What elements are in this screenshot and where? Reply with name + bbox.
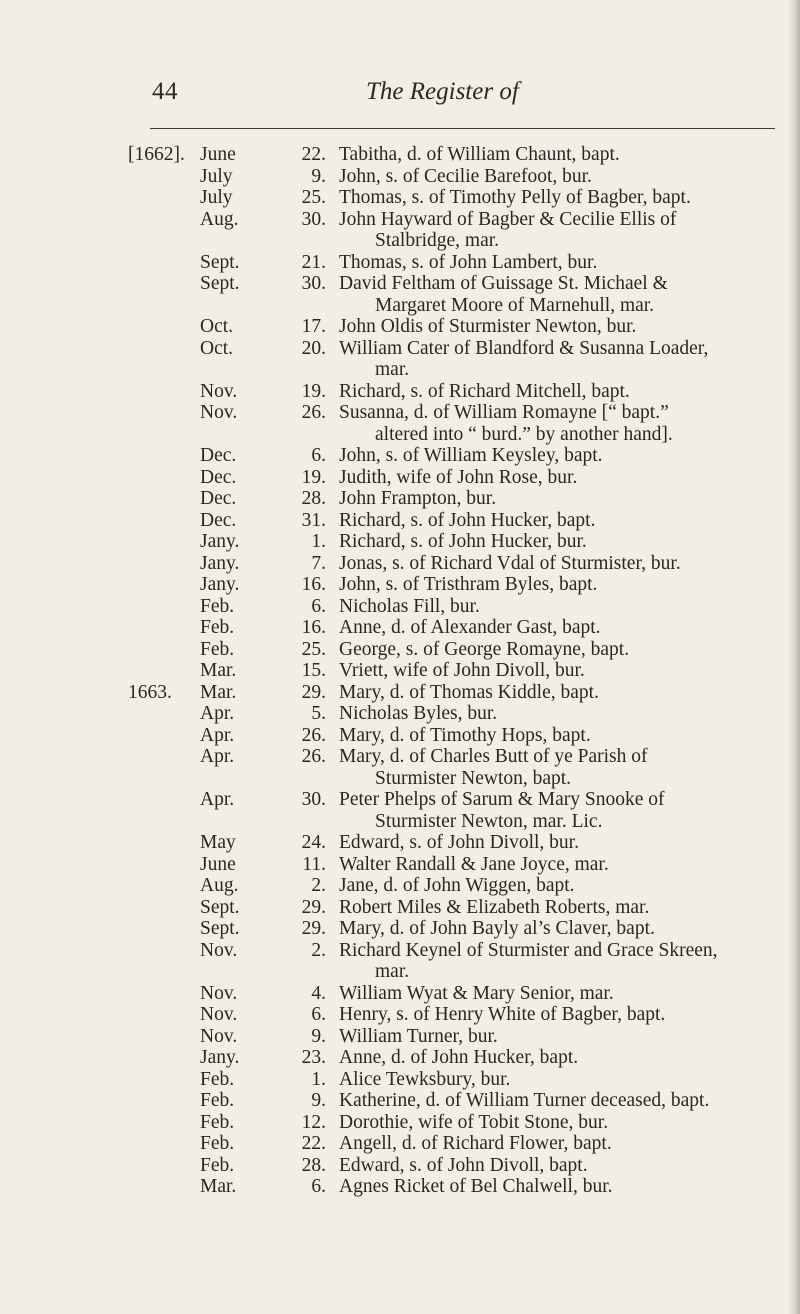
entry-month: Mar. (200, 1176, 237, 1197)
entry-line: Jane, d. of John Wiggen, bapt. (339, 875, 575, 896)
entry-month: Sept. (200, 251, 240, 273)
entry-continuation-line: mar. (375, 961, 410, 982)
entry-text (339, 832, 775, 854)
page-number: 44 (152, 78, 178, 105)
entry-text (339, 273, 775, 316)
entry-text (339, 445, 775, 467)
register-entry (0, 252, 800, 274)
entry-day: 1. (311, 531, 326, 552)
register-entry (0, 402, 800, 445)
register-entry (0, 574, 800, 596)
entry-month: Jany. (200, 1047, 240, 1068)
entry-month: Jany. (200, 531, 240, 552)
register-entry (0, 510, 800, 532)
entry-text (339, 854, 775, 876)
entry-line: Mary, d. of Charles Butt of ye Parish of (339, 746, 648, 767)
entry-day: 30. (301, 273, 326, 294)
entry-month: Nov. (200, 939, 238, 961)
entry-day: 24. (301, 832, 326, 853)
register-entry (0, 639, 800, 661)
entry-day: 22. (301, 1133, 326, 1154)
entry-continuation-line: mar. (375, 359, 410, 380)
entry-month: Mar. (200, 660, 237, 681)
register-entry (0, 1090, 800, 1112)
entry-month: Mar. (200, 681, 237, 703)
entry-text (339, 252, 775, 274)
entry-month: July (200, 187, 233, 208)
entry-day: 17. (301, 316, 326, 337)
entry-month: June (200, 853, 236, 875)
entry-line: Tabitha, d. of William Chaunt, bapt. (339, 144, 620, 165)
entry-text (339, 789, 775, 832)
entry-day: 6. (311, 1004, 326, 1025)
entry-day: 28. (301, 488, 326, 509)
entry-text (339, 1133, 775, 1155)
entry-text (339, 1112, 775, 1134)
entry-day: 29. (301, 681, 326, 703)
entry-month: Feb. (200, 1090, 235, 1111)
entry-month: July (200, 165, 233, 187)
register-entry (0, 940, 800, 983)
entry-day: 28. (301, 1154, 326, 1176)
entry-text (339, 725, 775, 747)
entry-day: 25. (301, 638, 326, 660)
register-entry (0, 854, 800, 876)
register-entry (0, 1176, 800, 1198)
register-entry (0, 617, 800, 639)
entry-text (339, 531, 775, 553)
entry-line: Edward, s. of John Divoll, bapt. (339, 1154, 588, 1176)
register-entry (0, 875, 800, 897)
entry-line: John, s. of Cecilie Barefoot, bur. (339, 165, 592, 187)
entry-day: 25. (301, 187, 326, 208)
register-entry (0, 832, 800, 854)
entry-month: Aug. (200, 875, 239, 896)
register-entry (0, 983, 800, 1005)
entry-day: 20. (301, 337, 326, 359)
entry-text (339, 467, 775, 489)
entry-text (339, 381, 775, 403)
entry-day: 9. (311, 1090, 326, 1111)
entry-month: Dec. (200, 488, 237, 509)
register-entry (0, 166, 800, 188)
register-entry (0, 1069, 800, 1091)
entry-month: Jany. (200, 574, 240, 595)
register-entry (0, 338, 800, 381)
register-entry (0, 553, 800, 575)
entry-day: 6. (311, 445, 326, 466)
entry-text (339, 682, 775, 704)
entry-text (339, 617, 775, 639)
entry-line: Mary, d. of John Bayly al’s Claver, bapt. (339, 918, 655, 939)
entry-text (339, 918, 775, 940)
entry-day: 26. (301, 724, 326, 746)
entry-month: Feb. (200, 1111, 235, 1133)
entry-line: Richard, s. of Richard Mitchell, bapt. (339, 380, 630, 402)
entry-line: David Feltham of Guissage St. Michael & (339, 273, 668, 294)
register-entry (0, 682, 800, 704)
entry-line: Nicholas Fill, bur. (339, 595, 480, 617)
entry-day: 22. (301, 144, 326, 165)
entry-month: Oct. (200, 337, 234, 359)
entry-month: Apr. (200, 746, 235, 767)
register-entry (0, 703, 800, 725)
entry-line: Angell, d. of Richard Flower, bapt. (339, 1133, 612, 1154)
register-entry (0, 488, 800, 510)
entry-line: Anne, d. of John Hucker, bapt. (339, 1047, 579, 1068)
entry-month: Sept. (200, 273, 240, 294)
entry-month: Feb. (200, 595, 235, 617)
entry-line: George, s. of George Romayne, bapt. (339, 638, 630, 660)
entry-text (339, 166, 775, 188)
entry-line: Walter Randall & Jane Joyce, mar. (339, 853, 609, 875)
entry-text (339, 596, 775, 618)
entry-month: Nov. (200, 380, 238, 402)
entry-text (339, 983, 775, 1005)
entry-line: Thomas, s. of Timothy Pelly of Bagber, bapt. (339, 187, 691, 208)
entry-text (339, 209, 775, 252)
entry-day: 6. (311, 595, 326, 617)
entry-month: May (200, 832, 236, 853)
entry-day: 30. (301, 789, 326, 810)
entry-day: 26. (301, 746, 326, 767)
entry-year: 1663. (128, 681, 172, 703)
entry-line: Judith, wife of John Rose, bur. (339, 466, 578, 488)
entry-text (339, 639, 775, 661)
entry-line: Alice Tewksbury, bur. (339, 1068, 511, 1090)
register-entries (0, 144, 800, 1198)
entry-text (339, 940, 775, 983)
entry-text (339, 144, 775, 166)
entry-text (339, 574, 775, 596)
entry-text (339, 875, 775, 897)
entry-line: Agnes Ricket of Bel Chalwell, bur. (339, 1176, 613, 1197)
entry-day: 30. (301, 208, 326, 230)
entry-continuation-line: Margaret Moore of Marnehull, mar. (375, 294, 655, 316)
entry-line: Peter Phelps of Sarum & Mary Snooke of (339, 789, 665, 810)
entry-day: 19. (301, 380, 326, 402)
entry-line: John, s. of Tristhram Byles, bapt. (339, 574, 598, 595)
register-entry (0, 273, 800, 316)
entry-day: 31. (301, 509, 326, 531)
register-entry (0, 1026, 800, 1048)
entry-continuation-line: Sturmister Newton, mar. Lic. (375, 810, 603, 832)
entry-line: Jonas, s. of Richard Vdal of Sturmister, bur. (339, 552, 681, 574)
register-entry (0, 746, 800, 789)
entry-line: William Wyat & Mary Senior, mar. (339, 982, 614, 1004)
entry-day: 29. (301, 918, 326, 939)
register-entry (0, 596, 800, 618)
entry-month: Nov. (200, 402, 238, 423)
register-entry (0, 1155, 800, 1177)
register-entry (0, 531, 800, 553)
entry-year: [1662]. (128, 144, 185, 165)
entry-text (339, 897, 775, 919)
entry-day: 2. (311, 939, 326, 961)
entry-day: 16. (301, 574, 326, 595)
entry-month: Feb. (200, 1133, 235, 1154)
entry-text (339, 488, 775, 510)
entry-day: 26. (301, 402, 326, 423)
entry-month: Jany. (200, 552, 240, 574)
entry-line: Richard, s. of John Hucker, bapt. (339, 509, 596, 531)
entry-text (339, 338, 775, 381)
page-header (0, 78, 800, 118)
entry-continuation-line: altered into “ burd.” by another hand]. (375, 423, 673, 445)
entry-continuation-line: Stalbridge, mar. (375, 230, 500, 251)
register-entry (0, 187, 800, 209)
entry-line: Anne, d. of Alexander Gast, bapt. (339, 617, 601, 638)
register-entry (0, 660, 800, 682)
entry-line: Henry, s. of Henry White of Bagber, bapt. (339, 1004, 666, 1025)
entry-line: John Frampton, bur. (339, 488, 497, 509)
entry-month: Feb. (200, 1068, 235, 1090)
entry-text (339, 187, 775, 209)
entry-line: Robert Miles & Elizabeth Roberts, mar. (339, 896, 650, 918)
entry-text (339, 510, 775, 532)
entry-text (339, 1004, 775, 1026)
entry-text (339, 703, 775, 725)
entry-text (339, 1090, 775, 1112)
entry-day: 7. (311, 552, 326, 574)
entry-text (339, 1026, 775, 1048)
register-entry (0, 897, 800, 919)
entry-day: 11. (302, 853, 326, 875)
entry-line: Susanna, d. of William Romayne [“ bapt.” (339, 402, 669, 423)
register-entry (0, 1112, 800, 1134)
entry-text (339, 316, 775, 338)
register-entry (0, 918, 800, 940)
entry-month: Feb. (200, 638, 235, 660)
register-entry (0, 209, 800, 252)
register-entry (0, 467, 800, 489)
entry-month: Apr. (200, 789, 235, 810)
register-entry (0, 725, 800, 747)
register-entry (0, 1133, 800, 1155)
entry-line: John Oldis of Sturmister Newton, bur. (339, 316, 637, 337)
entry-text (339, 553, 775, 575)
entry-month: Apr. (200, 703, 235, 724)
entry-day: 16. (301, 617, 326, 638)
entry-day: 4. (311, 982, 326, 1004)
entry-line: William Turner, bur. (339, 1025, 498, 1047)
register-entry (0, 1047, 800, 1069)
entry-month: Dec. (200, 445, 237, 466)
entry-day: 15. (301, 660, 326, 681)
entry-day: 9. (311, 1025, 326, 1047)
entry-line: Richard Keynel of Sturmister and Grace Skreen, (339, 939, 718, 961)
entry-month: Nov. (200, 1004, 238, 1025)
entry-day: 1. (311, 1068, 326, 1090)
entry-line: Richard, s. of John Hucker, bur. (339, 531, 587, 552)
entry-text (339, 1047, 775, 1069)
entry-text (339, 1176, 775, 1198)
entry-text (339, 1155, 775, 1177)
entry-line: Katherine, d. of William Turner deceased, bapt. (339, 1090, 710, 1111)
entry-month: Nov. (200, 1025, 238, 1047)
entry-month: Feb. (200, 1154, 235, 1176)
entry-month: Feb. (200, 617, 235, 638)
entry-day: 19. (301, 466, 326, 488)
entry-day: 29. (301, 896, 326, 918)
entry-text (339, 660, 775, 682)
entry-line: Edward, s. of John Divoll, bur. (339, 832, 579, 853)
running-title: The Register of (366, 78, 519, 105)
register-entry (0, 445, 800, 467)
entry-month: Sept. (200, 918, 240, 939)
register-entry (0, 144, 800, 166)
entry-day: 2. (311, 875, 326, 896)
entry-line: Thomas, s. of John Lambert, bur. (339, 251, 598, 273)
entry-day: 21. (301, 251, 326, 273)
register-entry (0, 381, 800, 403)
entry-line: Vriett, wife of John Divoll, bur. (339, 660, 585, 681)
entry-month: June (200, 144, 236, 165)
entry-line: John, s. of William Keysley, bapt. (339, 445, 603, 466)
entry-month: Sept. (200, 896, 240, 918)
entry-text (339, 746, 775, 789)
entry-month: Dec. (200, 509, 237, 531)
entry-month: Dec. (200, 466, 237, 488)
entry-text (339, 1069, 775, 1091)
entry-line: Mary, d. of Timothy Hops, bapt. (339, 724, 591, 746)
entry-month: Nov. (200, 982, 238, 1004)
header-rule (150, 128, 775, 129)
entry-line: William Cater of Blandford & Susanna Loader, (339, 337, 709, 359)
entry-day: 5. (311, 703, 326, 724)
entry-month: Oct. (200, 316, 234, 337)
entry-line: Mary, d. of Thomas Kiddle, bapt. (339, 681, 599, 703)
entry-month: Apr. (200, 724, 235, 746)
entry-continuation-line: Sturmister Newton, bapt. (375, 767, 572, 789)
entry-text (339, 402, 775, 445)
register-entry (0, 316, 800, 338)
entry-day: 9. (311, 165, 326, 187)
entry-day: 6. (311, 1176, 326, 1197)
entry-day: 23. (301, 1047, 326, 1068)
entry-day: 12. (301, 1111, 326, 1133)
entry-line: Dorothie, wife of Tobit Stone, bur. (339, 1111, 609, 1133)
entry-line: John Hayward of Bagber & Cecilie Ellis of (339, 208, 677, 230)
entry-line: Nicholas Byles, bur. (339, 703, 498, 724)
entry-month: Aug. (200, 208, 239, 230)
register-entry (0, 1004, 800, 1026)
register-entry (0, 789, 800, 832)
